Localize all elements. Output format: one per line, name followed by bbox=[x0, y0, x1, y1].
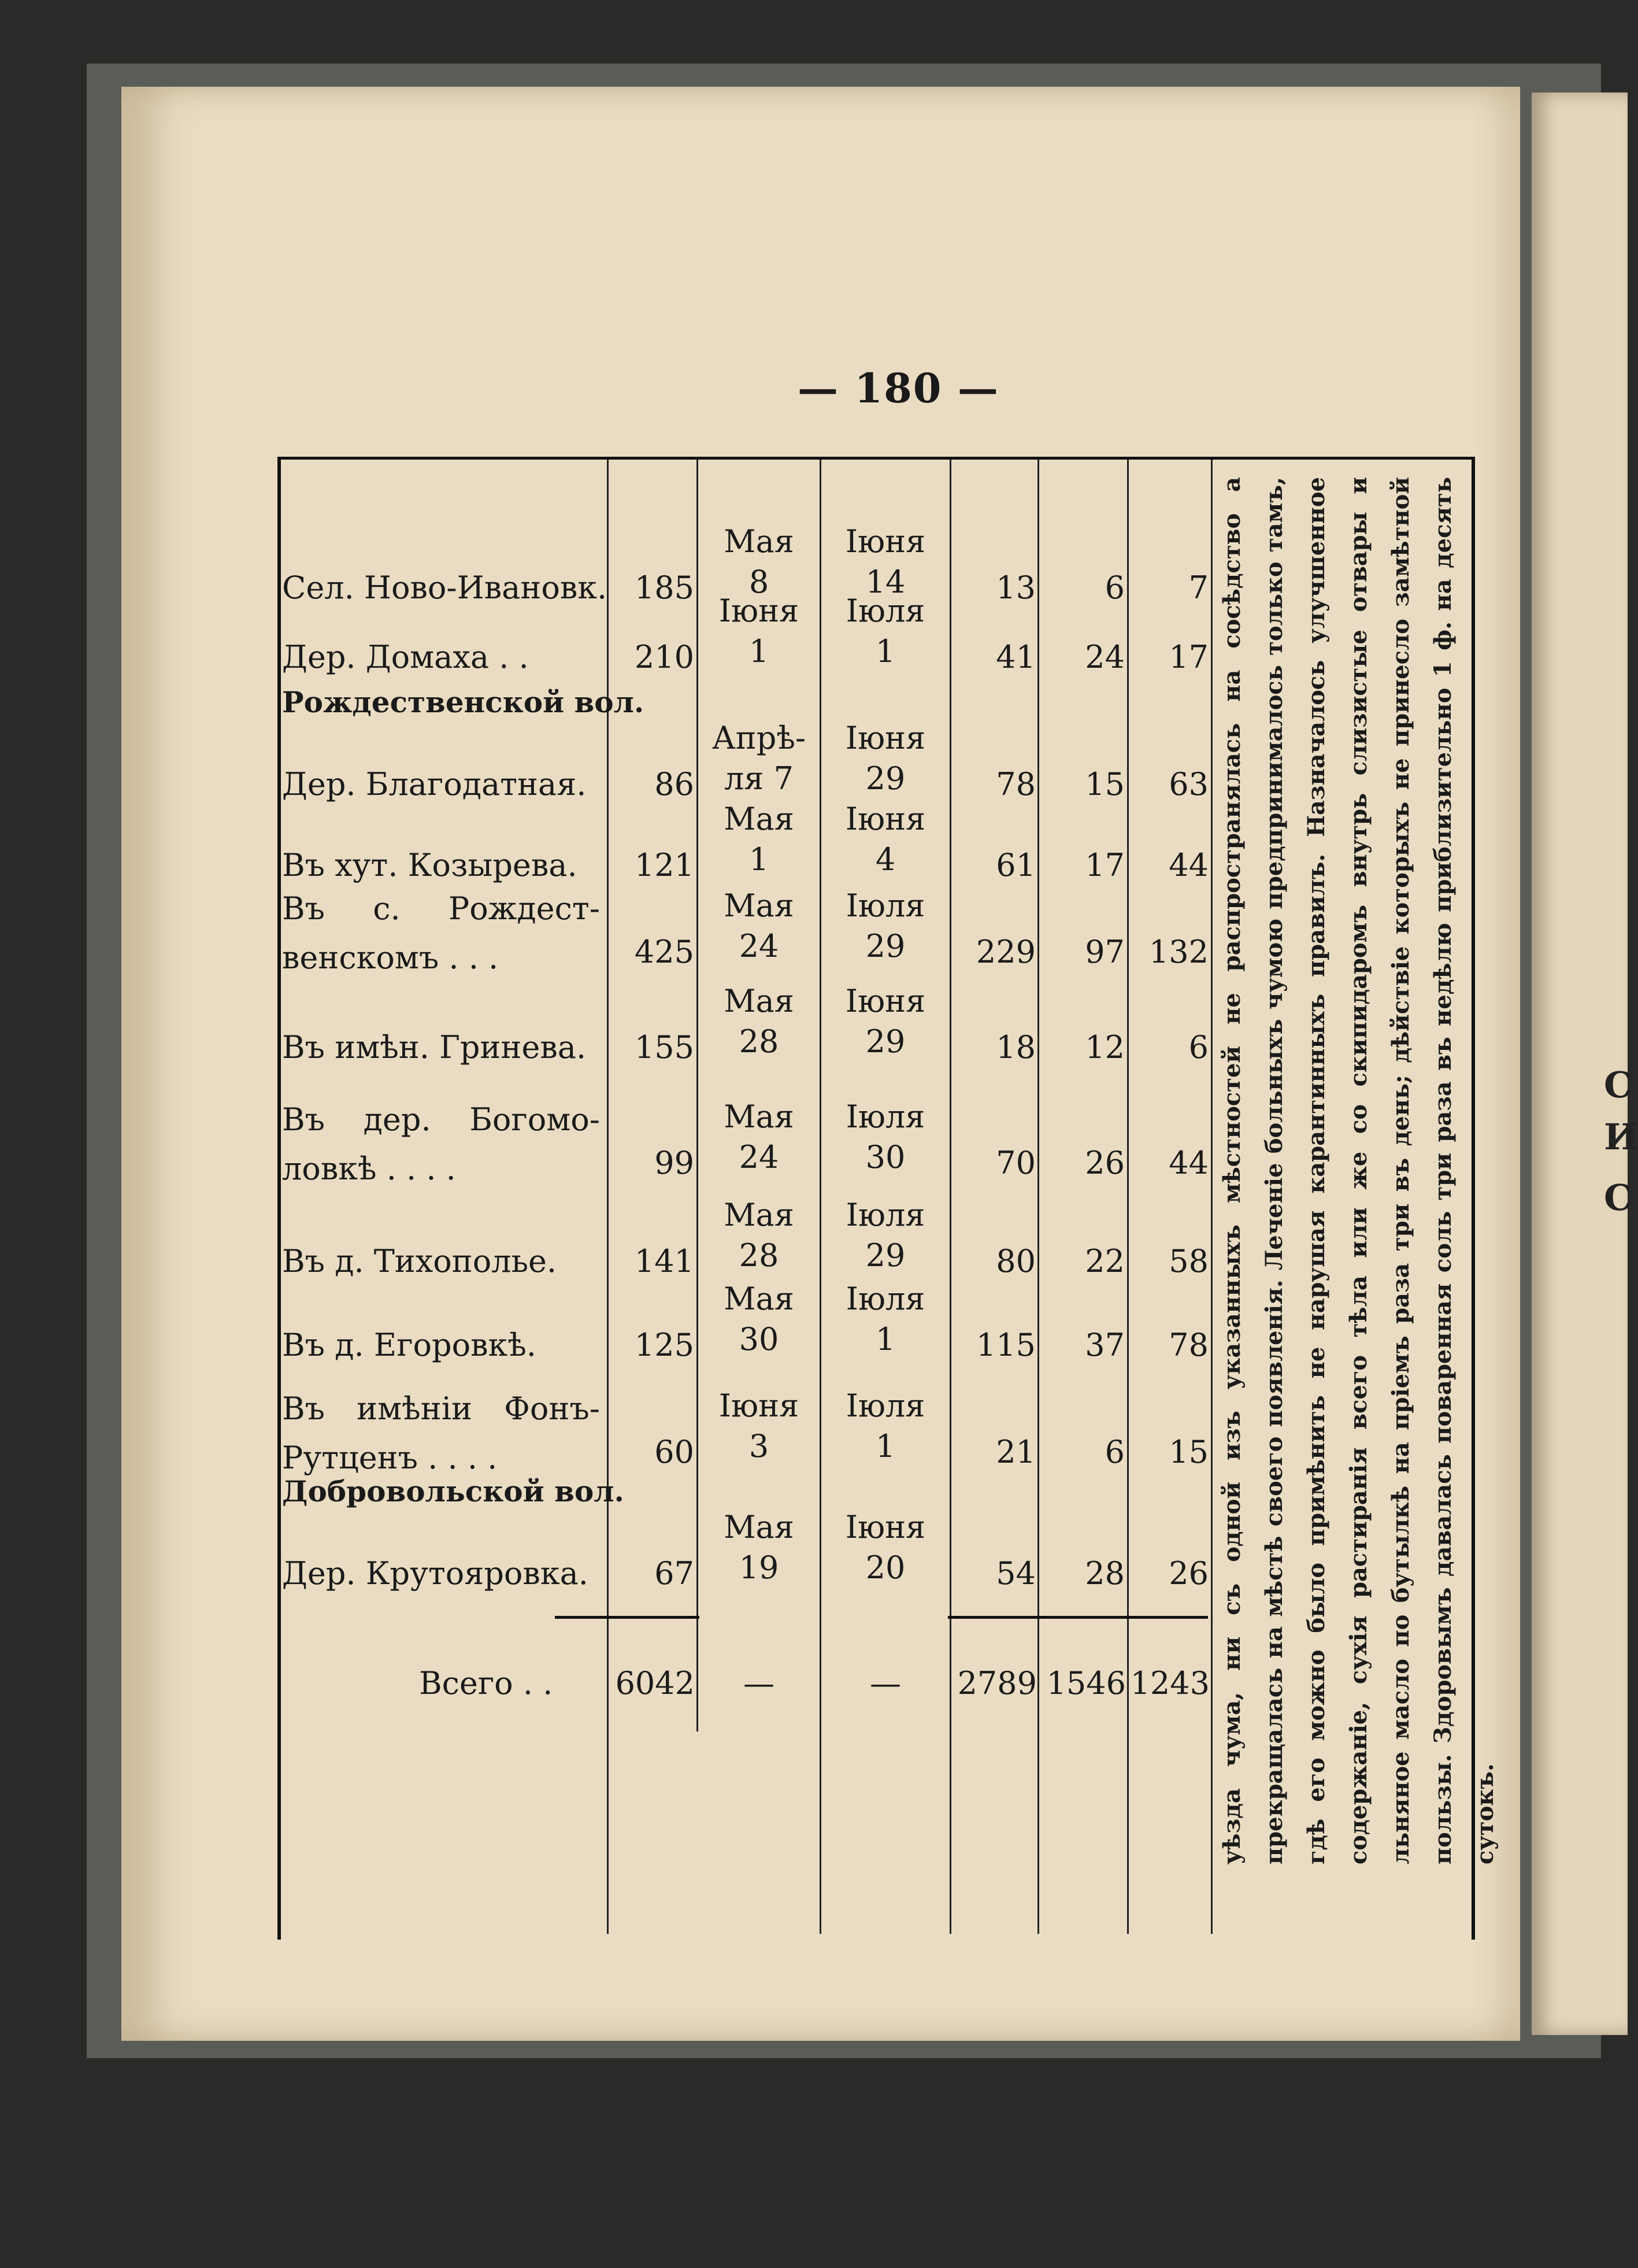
edge-letter: С bbox=[1604, 1064, 1633, 1106]
row-c2: 28 bbox=[1085, 1555, 1125, 1592]
total-c2: 1546 bbox=[1046, 1665, 1126, 1701]
row-total: 99 bbox=[654, 1145, 694, 1181]
row-label: Дер. Домаха . . bbox=[282, 639, 529, 675]
row-end-day: 29 bbox=[865, 928, 906, 964]
page-number: — 180 — bbox=[798, 364, 999, 412]
row-c1: 18 bbox=[996, 1029, 1036, 1065]
row-c2: 37 bbox=[1085, 1327, 1125, 1363]
row-start-month: Мая bbox=[724, 887, 794, 924]
row-start-month: Мая bbox=[724, 801, 794, 837]
row-total: 210 bbox=[634, 639, 694, 675]
row-end-day: 14 bbox=[865, 564, 906, 600]
row-start-month: Мая bbox=[724, 1197, 794, 1233]
row-c2: 24 bbox=[1085, 639, 1125, 675]
edge-letter: И bbox=[1604, 1116, 1638, 1158]
row-end-day: 29 bbox=[865, 1023, 906, 1060]
row-end-day: 1 bbox=[875, 1428, 896, 1464]
row-c2: 6 bbox=[1105, 1434, 1125, 1470]
row-label: Въ д. Егоровкѣ. bbox=[282, 1327, 536, 1363]
row-c1: 229 bbox=[976, 934, 1036, 970]
row-end-day: 20 bbox=[865, 1549, 906, 1586]
row-total: 60 bbox=[654, 1434, 694, 1470]
row-end-month: Іюля bbox=[846, 1388, 925, 1424]
row-end-month: Іюля bbox=[846, 1197, 925, 1233]
row-c3: 78 bbox=[1169, 1327, 1209, 1363]
row-c1: 21 bbox=[996, 1434, 1036, 1470]
row-label: Въ имѣн. Гринева. bbox=[282, 1029, 587, 1065]
row-end-day: 1 bbox=[875, 633, 896, 669]
row-c3: 15 bbox=[1169, 1434, 1209, 1470]
row-start-day: 19 bbox=[739, 1549, 779, 1586]
row-c3: 44 bbox=[1169, 1145, 1209, 1181]
row-start-day: 1 bbox=[748, 633, 769, 669]
row-end-day: 30 bbox=[865, 1139, 906, 1175]
row-end-month: Іюня bbox=[845, 720, 926, 756]
section-header: Рождественской вол. bbox=[282, 685, 644, 719]
row-start-month: Апрѣ- bbox=[711, 720, 806, 756]
row-end-month: Іюля bbox=[846, 887, 925, 924]
row-c3: 132 bbox=[1148, 934, 1209, 970]
column-divider bbox=[1127, 460, 1129, 1934]
edge-letter: С bbox=[1604, 1176, 1633, 1219]
row-c1: 115 bbox=[976, 1327, 1036, 1363]
row-end-month: Іюля bbox=[846, 1098, 925, 1135]
row-end-month: Іюня bbox=[845, 1509, 926, 1545]
row-start-month: Мая bbox=[724, 523, 794, 560]
row-end-month: Іюня bbox=[845, 523, 926, 560]
total-rule bbox=[948, 1616, 1208, 1619]
row-c2: 17 bbox=[1085, 847, 1125, 883]
row-total: 155 bbox=[634, 1029, 694, 1065]
row-end-day: 1 bbox=[875, 1321, 896, 1357]
row-label: Въ с. Рождест- bbox=[282, 890, 600, 927]
row-c2: 22 bbox=[1085, 1243, 1125, 1279]
row-c3: 17 bbox=[1169, 639, 1209, 675]
row-total: 86 bbox=[654, 766, 694, 802]
total-c1: 2789 bbox=[957, 1665, 1037, 1701]
row-end-day: 29 bbox=[865, 760, 906, 797]
row-total: 121 bbox=[634, 847, 694, 883]
row-label: Дер. Крутояровка. bbox=[282, 1555, 588, 1592]
total-value: 6042 bbox=[615, 1665, 695, 1701]
row-c2: 26 bbox=[1085, 1145, 1125, 1181]
row-c3: 26 bbox=[1169, 1555, 1209, 1592]
row-start-month: Мая bbox=[724, 1098, 794, 1135]
row-start-day: 28 bbox=[739, 1237, 779, 1274]
row-end-month: Іюля bbox=[846, 1281, 925, 1317]
row-label: Въ дер. Богомо- bbox=[282, 1101, 600, 1138]
row-c3: 6 bbox=[1188, 1029, 1209, 1065]
rotated-note: уѣзда чума, ни съ одной изъ указанныхъ мѣстностей не распространялась на сосѣдство а прекращалась на мѣстѣ своего появленія. Леченіе больныхъ чумою предпринималось только тамъ, гдѣ его можно было примѣнить не нарушая карантинныхъ правилъ. Назначалось улучшенное содержаніе, сухія растиранія всего тѣла или же со скипидаромъ внутрь слизистые отвары и льняное масло по бутылкѣ на пріемъ раза три въ день; дѣйствіе которыхъ не принесло замѣтной пользы. Здоровымъ давалась поваренная соль три раза въ недѣлю приблизительно 1 ф. на десять сутокъ. bbox=[1218, 477, 1499, 1864]
row-label: Въ хут. Козырева. bbox=[282, 847, 577, 883]
row-c3: 58 bbox=[1169, 1243, 1209, 1279]
section-header: Добровольской вол. bbox=[282, 1474, 624, 1508]
row-start-day: 8 bbox=[748, 564, 769, 600]
row-label: венскомъ . . . bbox=[282, 939, 499, 976]
row-start-day: 30 bbox=[739, 1321, 779, 1357]
row-label: Дер. Благодатная. bbox=[282, 766, 587, 802]
row-start-day: ля 7 bbox=[724, 760, 794, 797]
row-end-day: 29 bbox=[865, 1237, 906, 1274]
row-c2: 15 bbox=[1085, 766, 1125, 802]
row-c2: 12 bbox=[1085, 1029, 1125, 1065]
row-label: ловкѣ . . . . bbox=[282, 1150, 456, 1187]
row-c1: 13 bbox=[996, 569, 1036, 606]
row-c1: 41 bbox=[996, 639, 1036, 675]
row-c3: 7 bbox=[1188, 569, 1209, 606]
row-end-month: Іюня bbox=[845, 983, 926, 1019]
row-start-month: Іюня bbox=[718, 593, 799, 629]
row-c1: 70 bbox=[996, 1145, 1036, 1181]
row-label: Въ имѣніи Фонъ- bbox=[282, 1390, 600, 1427]
row-start-month: Іюня bbox=[718, 1388, 799, 1424]
total-rule bbox=[555, 1616, 699, 1619]
total-c3: 1243 bbox=[1130, 1665, 1210, 1701]
row-start-day: 24 bbox=[739, 928, 779, 964]
row-total: 425 bbox=[634, 934, 694, 970]
total-start: — bbox=[743, 1665, 774, 1701]
column-divider bbox=[950, 460, 951, 1934]
row-c2: 97 bbox=[1085, 934, 1125, 970]
row-end-month: Іюля bbox=[846, 593, 925, 629]
row-c3: 44 bbox=[1169, 847, 1209, 883]
row-start-month: Мая bbox=[724, 983, 794, 1019]
row-label: Рутценъ . . . . bbox=[282, 1440, 498, 1476]
row-end-day: 4 bbox=[875, 841, 896, 878]
column-divider bbox=[1037, 460, 1039, 1934]
row-start-day: 24 bbox=[739, 1139, 779, 1175]
row-c1: 54 bbox=[996, 1555, 1036, 1592]
total-end: — bbox=[870, 1665, 901, 1701]
row-c1: 61 bbox=[996, 847, 1036, 883]
row-start-month: Мая bbox=[724, 1281, 794, 1317]
row-total: 125 bbox=[634, 1327, 694, 1363]
row-total: 67 bbox=[654, 1555, 694, 1592]
row-label: Сел. Ново-Ивановк. bbox=[282, 569, 607, 606]
row-start-day: 1 bbox=[748, 841, 769, 878]
row-c1: 78 bbox=[996, 766, 1036, 802]
row-total: 141 bbox=[634, 1243, 694, 1279]
row-start-day: 3 bbox=[748, 1428, 769, 1464]
row-c3: 63 bbox=[1169, 766, 1209, 802]
row-c1: 80 bbox=[996, 1243, 1036, 1279]
column-divider bbox=[607, 460, 609, 1934]
total-label: Всего . . bbox=[419, 1665, 553, 1701]
row-start-month: Мая bbox=[724, 1509, 794, 1545]
row-end-month: Іюня bbox=[845, 801, 926, 837]
row-total: 185 bbox=[634, 569, 694, 606]
row-label: Въ д. Тихополье. bbox=[282, 1243, 557, 1279]
row-c2: 6 bbox=[1105, 569, 1125, 606]
row-start-day: 28 bbox=[739, 1023, 779, 1060]
